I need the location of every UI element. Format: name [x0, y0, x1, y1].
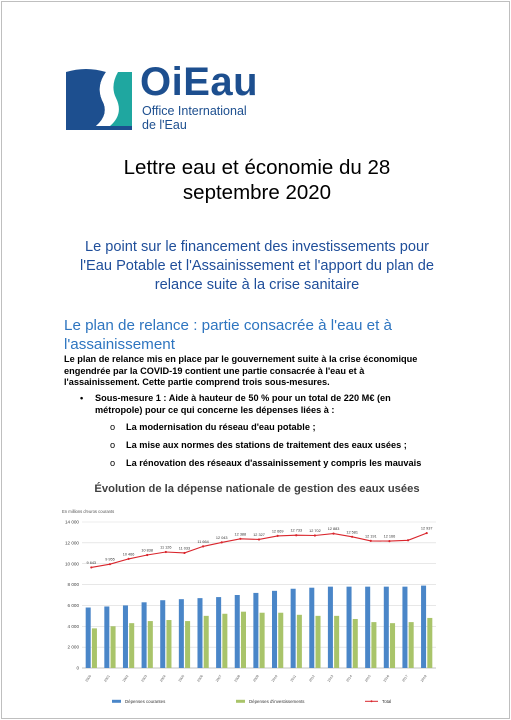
bar-depenses-investissements [427, 618, 432, 668]
bullet-line1: Sous-mesure 1 : Aide à hauteur de 50 % pour un total de 220 M€ (en [95, 393, 391, 403]
y-tick-label: 12 000 [64, 540, 79, 546]
bar-depenses-investissements [278, 613, 283, 668]
total-data-label: 11 126 [160, 545, 172, 550]
total-data-label: 9 643 [86, 560, 97, 565]
bar-depenses-investissements [241, 612, 246, 668]
bar-depenses-courantes [272, 591, 277, 668]
logo-subtitle-line2: de l'Eau [142, 118, 187, 132]
total-data-label: 12 702 [309, 529, 321, 534]
total-data-label: 12 669 [271, 529, 284, 534]
logo-subtitle-line1: Office International [142, 104, 247, 118]
bullet-line2: métropole) pour ce qui concerne les dépenses liées à : [95, 404, 335, 415]
total-data-label: 10 838 [141, 548, 154, 553]
total-point [146, 554, 148, 556]
x-tick-label: 2013 [326, 674, 335, 683]
section-heading-line1: Le plan de relance : partie consacrée à l'eau et à [64, 317, 392, 334]
chart-title: Évolution de la dépense nationale de gestion des eaux usées [94, 483, 420, 495]
bar-depenses-courantes [123, 605, 128, 668]
oieau-logo [66, 60, 266, 139]
x-tick-label: 2001 [103, 674, 111, 683]
total-data-label: 12 043 [215, 535, 228, 540]
bar-depenses-courantes [291, 589, 296, 668]
bar-depenses-investissements [92, 628, 97, 668]
bar-depenses-courantes [328, 587, 333, 668]
bar-depenses-courantes [253, 593, 258, 668]
intro-line1: Le plan de relance mis en place par le gouvernement suite à la crise économique [64, 354, 418, 364]
document-page [1, 1, 510, 719]
total-point [370, 540, 372, 542]
bar-depenses-investissements [222, 614, 227, 668]
total-point [258, 538, 260, 540]
legend-marker-total [371, 700, 373, 702]
bar-depenses-investissements [111, 626, 116, 668]
total-point [277, 535, 279, 537]
total-data-label: 11 033 [178, 546, 191, 551]
wastewater-spending-chart [60, 508, 444, 716]
legend-label-depenses-courantes: Dépenses courantes [125, 699, 166, 704]
oieau-logo-icon [66, 66, 134, 130]
x-tick-label: 2015 [364, 674, 372, 683]
x-tick-label: 2018 [419, 674, 428, 683]
intro-line3: l'assainissement. Cette partie comprend trois sous-mesures. [64, 377, 330, 387]
x-tick-label: 2009 [252, 674, 260, 683]
total-data-label: 9 955 [105, 557, 115, 562]
document-subtitle-line1: Le point sur le financement des investissements pour [85, 239, 429, 255]
total-data-label: 12 937 [420, 526, 433, 531]
total-data-label: 12 191 [364, 534, 377, 539]
bar-depenses-courantes [421, 586, 426, 668]
y-axis-unit-label: En millions d'euros courants [62, 509, 115, 514]
total-point [314, 534, 316, 536]
x-tick-label: 2006 [196, 674, 204, 683]
x-tick-label: 2014 [345, 674, 353, 683]
bar-depenses-investissements [204, 616, 209, 668]
intro-line2: engendrée par la COVID-19 contient une partie consacrée à l'eau et à [64, 365, 365, 376]
total-point [165, 551, 167, 553]
document-title-line2: septembre 2020 [182, 181, 332, 204]
y-tick-label: 2 000 [67, 644, 79, 650]
bar-depenses-courantes [160, 600, 165, 668]
section-heading-line2: l'assainissement [64, 336, 175, 353]
section-heading [64, 316, 454, 354]
total-point [221, 541, 223, 543]
y-tick-label: 4 000 [67, 623, 79, 629]
bar-depenses-courantes [197, 598, 202, 668]
bar-depenses-courantes [347, 587, 352, 668]
bar-depenses-courantes [309, 588, 314, 668]
document-title [62, 155, 452, 205]
total-data-label: 12 733 [290, 528, 303, 533]
bar-depenses-courantes [142, 602, 147, 668]
y-tick-label: 8 000 [67, 582, 79, 588]
x-tick-label: 2007 [214, 674, 223, 683]
total-point [295, 534, 297, 536]
y-tick-label: 6 000 [67, 603, 79, 609]
y-tick-label: 10 000 [64, 561, 79, 567]
x-tick-label: 2003 [140, 674, 149, 683]
bar-depenses-investissements [409, 622, 414, 668]
bar-depenses-investissements [297, 615, 302, 668]
bar-depenses-courantes [104, 606, 109, 668]
bar-depenses-investissements [334, 616, 339, 668]
total-data-label: 11 664 [197, 539, 209, 544]
total-point [239, 538, 241, 540]
y-tick-label: 14 000 [64, 519, 79, 525]
total-data-label: 12 581 [346, 530, 358, 535]
legend-swatch-depenses-courantes [112, 700, 121, 703]
x-tick-label: 2017 [401, 674, 409, 683]
sub-bullet-symbol: o [110, 440, 116, 450]
total-point [90, 566, 92, 568]
bar-depenses-courantes [365, 587, 370, 668]
sub-item-text: La rénovation des réseaux d'assainissement y compris les mauvais [126, 458, 422, 468]
sub-bullet-symbol: o [110, 422, 116, 432]
total-data-label: 12 388 [234, 532, 247, 537]
legend-label-depenses-investissements: Dépenses d'investissements [249, 699, 305, 704]
total-data-label: 12 166 [383, 534, 396, 539]
bar-depenses-investissements [315, 616, 320, 668]
bar-depenses-investissements [353, 619, 358, 668]
document-subtitle-line2: l'Eau Potable et l'Assainissement et l'apport du plan de [80, 258, 434, 274]
bar-depenses-investissements [148, 621, 153, 668]
bar-depenses-investissements [371, 622, 376, 668]
total-point [183, 552, 185, 554]
x-tick-label: 2000 [84, 674, 93, 683]
document-title-line1: Lettre eau et économie du 28 [123, 156, 391, 179]
bar-depenses-courantes [86, 608, 91, 668]
bar-depenses-investissements [185, 621, 190, 668]
x-tick-label: 2004 [159, 674, 167, 683]
total-point [426, 532, 428, 534]
bar-depenses-courantes [402, 587, 407, 668]
total-point [332, 533, 334, 535]
legend-label-total: Total [382, 699, 392, 704]
bar-depenses-investissements [129, 623, 134, 668]
x-tick-label: 2010 [270, 674, 279, 683]
document-subtitle-line3: relance suite à la crise sanitaire [154, 277, 360, 293]
sub-bullet-symbol: o [110, 458, 116, 468]
bullet-text [95, 393, 435, 416]
x-tick-label: 2012 [308, 674, 316, 683]
sub-item-text: La modernisation du réseau d'eau potable ; [126, 422, 316, 432]
bar-depenses-courantes [384, 587, 389, 668]
bullet-symbol: • [80, 393, 84, 403]
x-tick-label: 2011 [289, 674, 298, 683]
sub-item-text: La mise aux normes des stations de traitement des eaux usées ; [126, 440, 407, 450]
bar-depenses-investissements [260, 613, 265, 668]
total-data-label: 10 466 [122, 552, 135, 557]
logo-name: OiEau [140, 60, 259, 104]
x-tick-label: 2008 [233, 674, 242, 683]
total-point [109, 563, 111, 565]
document-subtitle [52, 238, 462, 295]
intro-paragraph [64, 354, 464, 389]
bar-depenses-investissements [390, 623, 395, 668]
total-data-label: 12 327 [253, 532, 265, 537]
total-point [388, 540, 390, 542]
bar-depenses-investissements [166, 620, 171, 668]
x-tick-label: 2016 [382, 674, 391, 683]
x-tick-label: 2002 [121, 674, 130, 683]
bar-depenses-courantes [179, 599, 184, 668]
bar-depenses-courantes [216, 597, 221, 668]
total-point [127, 558, 129, 560]
legend-swatch-depenses-investissements [236, 700, 245, 703]
total-point [407, 539, 409, 541]
logo-subtitle [142, 104, 247, 132]
total-point [351, 536, 353, 538]
x-tick-label: 2005 [177, 674, 186, 683]
y-tick-label: 0 [76, 665, 79, 671]
bar-depenses-courantes [235, 595, 240, 668]
total-point [202, 545, 204, 547]
total-data-label: 12 883 [327, 527, 340, 532]
